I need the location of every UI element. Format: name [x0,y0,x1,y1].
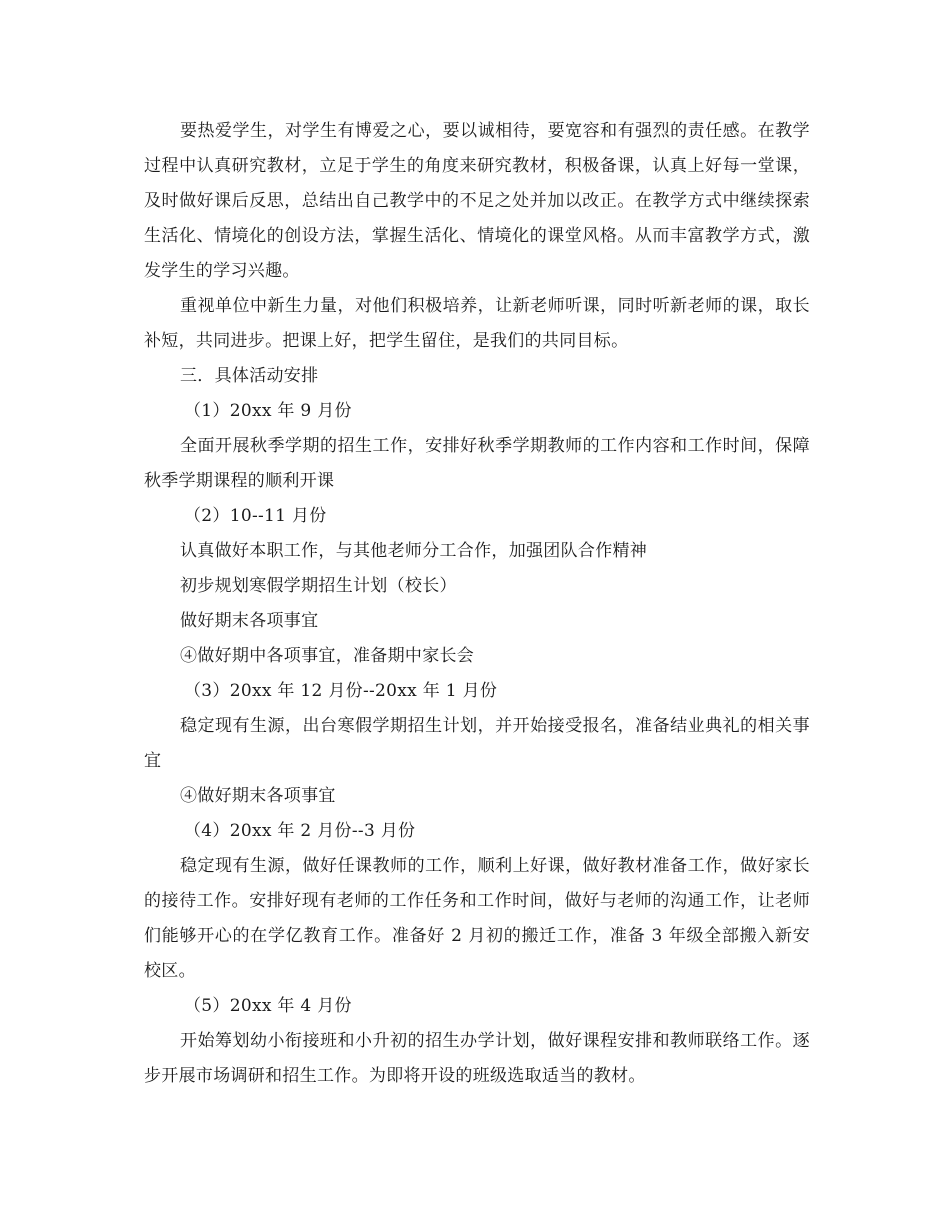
list-item: 认真做好本职工作，与其他老师分工合作，加强团队合作精神 [180,541,648,561]
schedule-period-heading: （5）20xx 年 4 月份 [184,996,352,1016]
schedule-period-heading: （3）20xx 年 12 月份--20xx 年 1 月份 [184,681,498,701]
list-item: ④做好期末各项事宜 [180,786,336,806]
body-paragraph: 开始筹划幼小衔接班和小升初的招生办学计划，做好课程安排和教师联络工作。逐步开展市场调研和招生工作。为即将开设的班级选取适当的教材。 [144,1031,810,1086]
body-paragraph: 要热爱学生，对学生有博爱之心，要以诚相待，要宽容和有强烈的责任感。在教学过程中认真研究教材，立足于学生的角度来研究教材，积极备课，认真上好每一堂课，及时做好课后反思，总结出自己教学中的不足之处并加以改正。在教学方式中继续探索生活化、情境化的创设方法，掌握生活化、情境化的课堂风格。从而丰富教学方式，激发学生的学习兴趣。 [144,121,810,281]
body-paragraph: 稳定现有生源，做好任课教师的工作，顺利上好课，做好教材准备工作，做好家长的接待工作。安排好现有老师的工作任务和工作时间，做好与老师的沟通工作，让老师们能够开心的在学亿教育工作。准备好 2 月初的搬迁工作，准备 3 年级全部搬入新安校区。 [144,856,810,981]
section-heading: 三．具体活动安排 [180,366,319,386]
body-paragraph: 重视单位中新生力量，对他们积极培养，让新老师听课，同时听新老师的课，取长补短，共同进步。把课上好，把学生留住，是我们的共同目标。 [144,296,810,351]
schedule-period-heading: （1）20xx 年 9 月份 [184,401,352,421]
list-item: 初步规划寒假学期招生计划（校长） [180,576,457,596]
schedule-period-heading: （4）20xx 年 2 月份--3 月份 [184,821,416,841]
body-paragraph: 稳定现有生源，出台寒假学期招生计划，并开始接受报名，准备结业典礼的相关事宜 [144,716,810,771]
list-item: 做好期末各项事宜 [180,611,319,631]
schedule-period-heading: （2）10--11 月份 [184,506,327,526]
document-body [144,114,810,1094]
body-paragraph: 全面开展秋季学期的招生工作，安排好秋季学期教师的工作内容和工作时间，保障秋季学期课程的顺利开课 [144,436,810,491]
list-item: ④做好期中各项事宜，准备期中家长会 [180,646,475,666]
